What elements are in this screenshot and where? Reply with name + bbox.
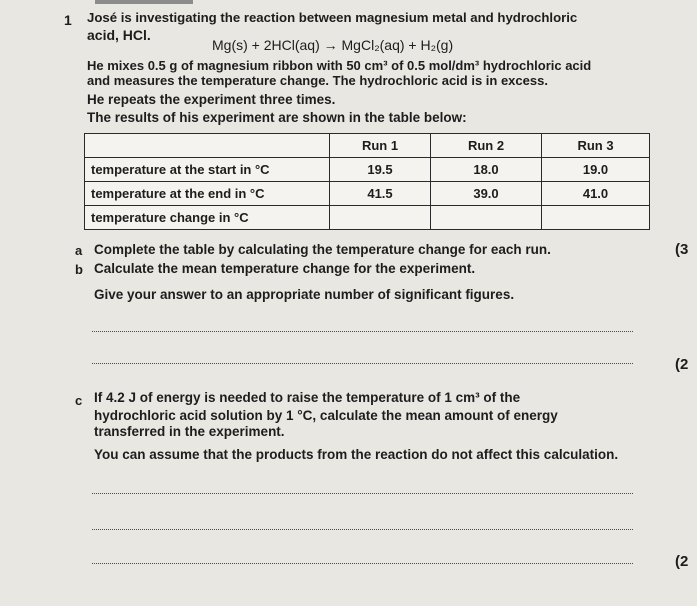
part-a-text: Complete the table by calculating the temperature change for each run. [94,242,551,257]
answer-line-c2[interactable] [92,529,633,530]
cell-start-run1: 19.5 [330,158,431,182]
part-c-text1: If 4.2 J of energy is needed to raise the temperature of 1 cm³ of the [94,390,521,405]
cell-end-run2: 39.0 [431,182,542,206]
chemical-equation: Mg(s) + 2HCl(aq) → MgCl₂(aq) + H₂(g) [212,37,454,53]
method-line1: He mixes 0.5 g of magnesium ribbon with 50 cm³ of 0.5 mol/dm³ hydrochloric acid [87,58,592,73]
part-b-text2: Give your answer to an appropriate number of significant figures. [94,287,515,302]
results-intro: The results of his experiment are shown in the table below: [87,110,467,125]
table-header-run3: Run 3 [542,134,650,158]
row-label-end: temperature at the end in °C [85,182,330,206]
repeat-text: He repeats the experiment three times. [87,92,336,107]
part-a-marks: (3 [675,241,689,258]
cell-change-run2[interactable] [431,206,542,230]
part-c-text2: hydrochloric acid solution by 1 °C, calculate the mean amount of energy [94,408,558,423]
cell-change-run1[interactable] [330,206,431,230]
cell-end-run3: 41.0 [542,182,650,206]
table-row [85,206,650,230]
question-intro-line2: acid, HCl. [87,27,151,43]
part-a-letter: a [75,243,83,258]
answer-line-c3[interactable] [92,563,633,564]
table-header-run2: Run 2 [431,134,542,158]
part-b-marks: (2 [675,356,689,373]
part-c-letter: c [75,393,83,408]
row-label-start: temperature at the start in °C [85,158,330,182]
method-line2: and measures the temperature change. The hydrochloric acid is in excess. [87,73,548,88]
question-intro-line1: José is investigating the reaction between magnesium metal and hydrochloric [87,10,578,25]
cell-end-run1: 41.5 [330,182,431,206]
part-b-letter: b [75,262,83,277]
table-header-empty [85,134,330,158]
answer-line-b1[interactable] [92,331,633,332]
part-b-text1: Calculate the mean temperature change for the experiment. [94,261,476,276]
results-table [84,133,650,230]
part-c-text3: transferred in the experiment. [94,424,285,439]
table-header-row [85,134,650,158]
table-header-run1: Run 1 [330,134,431,158]
question-number: 1 [64,12,72,28]
cell-start-run3: 19.0 [542,158,650,182]
cut-off-header [95,0,193,7]
cell-change-run3[interactable] [542,206,650,230]
part-c-marks: (2 [675,553,689,570]
table-row [85,182,650,206]
row-label-change: temperature change in °C [85,206,330,230]
answer-line-c1[interactable] [92,493,633,494]
table-row [85,158,650,182]
part-c-text4: You can assume that the products from the reaction do not affect this calculation. [94,447,619,462]
answer-line-b2[interactable] [92,363,633,364]
cell-start-run2: 18.0 [431,158,542,182]
